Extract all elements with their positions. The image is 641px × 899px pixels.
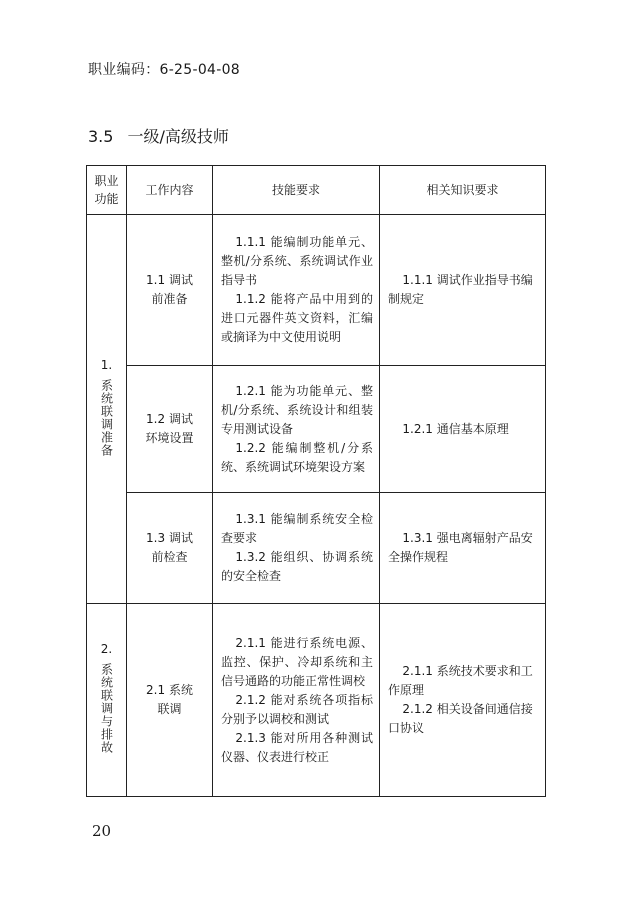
skill-item: 1.1.2 能将产品中用到的进口元器件英文资料，汇编或摘译为中文使用说明 [221,292,373,344]
header-knowledge: 相关知识要求 [380,166,546,215]
knowledge-item: 2.1.2 相关设备间通信接口协议 [388,702,533,735]
knowledge-item: 2.1.1 系统技术要求和工作原理 [388,664,533,697]
function-cell-1 [87,215,127,604]
header-function [87,166,127,215]
knowledge-item: 1.1.1 调试作业指导书编制规定 [388,273,533,306]
knowledge-cell [380,366,546,493]
skill-item: 1.3.1 能编制系统安全检查要求 [221,512,373,545]
skill-cell [213,215,380,366]
skill-cell [213,604,380,797]
header-function-line2: 功能 [94,192,119,206]
knowledge-cell [380,215,546,366]
skill-item: 1.3.2 能组织、协调系统的安全检查 [221,550,373,583]
section-title: 一级/高级技师 [127,127,229,146]
header-content: 工作内容 [127,166,213,215]
skill-item: 2.1.2 能对系统各项指标分别予以调校和测试 [221,692,373,726]
table-header-row [87,166,546,215]
knowledge-item: 1.2.1 通信基本原理 [402,421,509,436]
function-name: 系统联调与排故 [99,663,114,754]
table-row [87,366,546,493]
table-row [87,215,546,366]
work-content: 1.2 调试 环境设置 [145,412,194,445]
skill-item: 2.1.1 能进行系统电源、监控、保护、冷却系统和主信号通路的功能正常性调校 [221,635,373,688]
header-function-line1: 职业 [94,174,119,188]
knowledge-item: 1.3.1 强电离辐射产品安全操作规程 [388,531,533,564]
work-content: 2.1 系统 联调 [146,683,193,716]
work-content: 1.1 调试 前准备 [146,273,193,306]
occupation-code: 职业编码：6-25-04-08 [88,62,241,78]
section-heading [88,124,229,147]
function-number: 2. [100,642,113,656]
header-skills: 技能要求 [213,166,380,215]
knowledge-cell [380,493,546,604]
work-content-cell [127,215,213,366]
knowledge-cell [380,604,546,797]
skill-cell [213,493,380,604]
skill-standard-table [86,165,546,797]
skill-item: 1.1.1 能编制功能单元、整机/分系统、系统调试作业指导书 [221,235,373,287]
function-cell-2 [87,604,127,797]
skill-item: 1.2.1 能为功能单元、整机/分系统、系统设计和组装专用测试设备 [221,383,373,436]
skill-item: 2.1.3 能对所用各种测试仪器、仪表进行校正 [221,730,373,764]
function-number: 1. [100,357,113,372]
work-content: 1.3 调试 前检查 [146,531,193,564]
work-content-cell [127,604,213,797]
page-number: 20 [92,822,112,840]
table-row [87,493,546,604]
section-number: 3.5 [88,127,114,146]
table-row [87,604,546,797]
work-content-cell [127,366,213,493]
work-content-cell [127,493,213,604]
skill-cell [213,366,380,493]
function-name: 系统联调准备 [99,378,114,457]
skill-item: 1.2.2 能编制整机/分系统、系统调试环境架设方案 [221,440,373,474]
